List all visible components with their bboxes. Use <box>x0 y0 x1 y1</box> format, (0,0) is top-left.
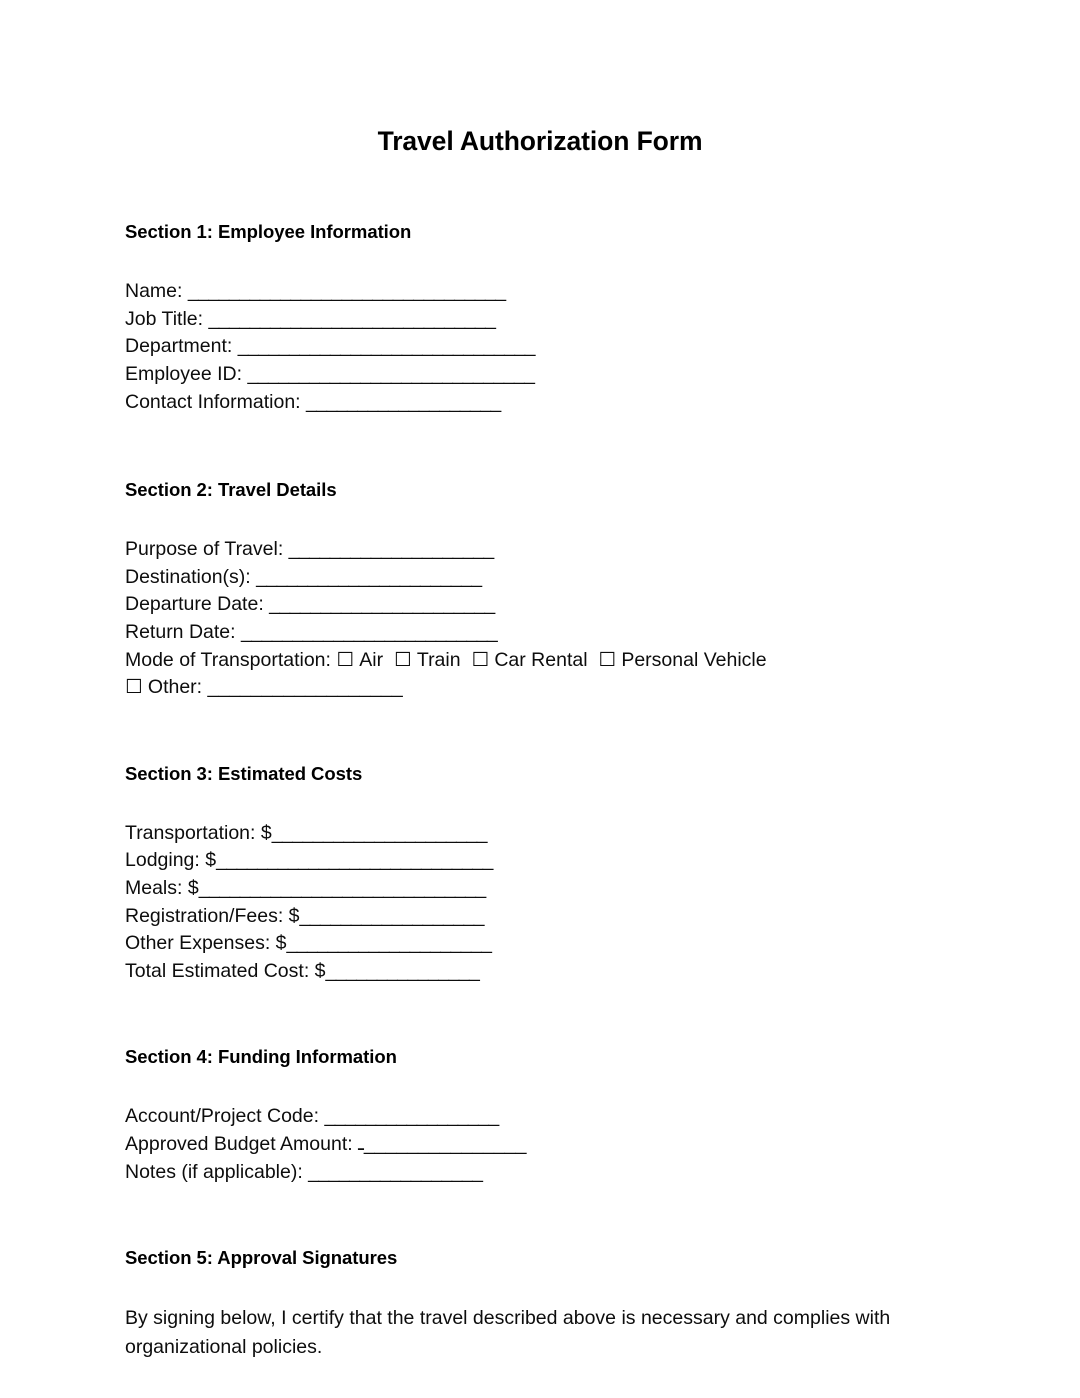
field-row-name <box>125 278 955 306</box>
field-label: Lodging: $ <box>125 849 217 872</box>
field-blank-line[interactable]: __________________ <box>207 676 403 699</box>
section-heading: Section 2: Travel Details <box>125 479 337 501</box>
section-estimated-costs <box>125 762 955 986</box>
field-label: Meals: $ <box>125 876 199 899</box>
field-label: Notes (if applicable): <box>125 1160 303 1183</box>
checkbox-icon-other[interactable]: ☐ <box>125 676 143 699</box>
field-blank-line[interactable]: ____________________ <box>288 538 494 561</box>
field-row-other-expenses-cost <box>125 930 955 958</box>
field-row-other-transportation <box>125 674 955 702</box>
field-label: Return Date: <box>125 620 236 643</box>
field-blank-line[interactable]: ____________________ <box>286 932 492 955</box>
section-heading: Section 1: Employee Information <box>125 221 412 243</box>
field-label: Transportation: $ <box>125 821 272 844</box>
field-row-job-title <box>125 306 955 334</box>
field-blank-line[interactable]: ____________________________ <box>247 362 535 385</box>
section-heading: Section 5: Approval Signatures <box>125 1247 398 1269</box>
field-label: Purpose of Travel: <box>125 538 284 561</box>
field-row-lodging-cost <box>125 847 955 875</box>
field-blank-line[interactable]: _________________ <box>308 1160 483 1183</box>
field-label: Destination(s): <box>125 565 251 588</box>
checkbox-label-other: Other: <box>147 676 203 699</box>
field-row-departure-date <box>125 591 955 619</box>
page-title: Travel Authorization Form <box>377 126 703 156</box>
field-label: Other Expenses: $ <box>125 932 287 955</box>
field-blank-line[interactable]: _______________ <box>325 959 480 982</box>
field-blank-line[interactable]: ـ_______________ <box>358 1133 527 1155</box>
field-label: Mode of Transportation: <box>125 648 331 671</box>
field-row-return-date <box>125 619 955 647</box>
field-row-notes <box>125 1159 955 1187</box>
field-label: Total Estimated Cost: $ <box>125 959 326 982</box>
section-heading: Section 4: Funding Information <box>125 1046 397 1068</box>
field-row-purpose-of-travel <box>125 536 955 564</box>
field-blank-line[interactable]: _________________________ <box>240 620 498 643</box>
field-label: Job Title: <box>125 307 204 330</box>
field-blank-line[interactable]: _____________________________ <box>237 335 535 358</box>
field-label: Account/Project Code: <box>125 1105 320 1128</box>
field-label: Departure Date: <box>125 593 264 616</box>
field-blank-line[interactable]: ______________________ <box>256 565 482 588</box>
field-list <box>125 1103 955 1186</box>
section-heading: Section 3: Estimated Costs <box>125 762 363 784</box>
checkbox-icon-personal-vehicle[interactable]: ☐ <box>598 648 616 671</box>
field-row-registration-fees-cost <box>125 903 955 931</box>
field-row-contact-information <box>125 389 955 417</box>
checkbox-label-train[interactable]: Train <box>416 648 461 671</box>
field-list <box>125 820 955 986</box>
checkbox-icon-train[interactable]: ☐ <box>393 648 412 671</box>
field-blank-line[interactable]: _____________________ <box>271 821 487 844</box>
field-blank-line[interactable]: ______________________ <box>269 593 495 616</box>
field-blank-line[interactable]: ___________________________ <box>216 849 493 872</box>
field-row-approved-budget-amount <box>125 1131 955 1159</box>
section-travel-details <box>125 478 955 702</box>
checkbox-label-personal-vehicle[interactable]: Personal Vehicle <box>621 648 767 671</box>
field-blank-line[interactable]: ____________________________ <box>198 876 486 899</box>
field-row-destinations <box>125 564 955 592</box>
section-employee-information <box>125 220 955 416</box>
field-list <box>125 536 955 702</box>
checkbox-label-car-rental[interactable]: Car Rental <box>494 648 588 671</box>
field-label: Employee ID: <box>125 362 243 385</box>
field-blank-line[interactable]: _______________________________ <box>187 280 506 303</box>
field-blank-line[interactable]: ____________________________ <box>208 307 496 330</box>
field-label: Name: <box>125 280 183 303</box>
field-blank-line[interactable]: ___________________ <box>306 390 501 413</box>
field-list <box>125 278 955 416</box>
field-row-department <box>125 333 955 361</box>
field-label: Registration/Fees: $ <box>125 904 300 927</box>
field-label: Approved Budget Amount: <box>125 1133 353 1155</box>
checkbox-icon-air[interactable]: ☐ <box>336 648 354 671</box>
field-row-transportation-cost <box>125 820 955 848</box>
certification-paragraph: By signing below, I certify that the travel described above is necessary and complies with organizational policies. <box>125 1307 891 1358</box>
field-row-employee-id <box>125 361 955 389</box>
field-row-mode-of-transportation <box>125 647 955 675</box>
field-row-total-estimated-cost <box>125 958 955 986</box>
field-label: Contact Information: <box>125 390 301 413</box>
section-approval-signatures <box>125 1246 955 1361</box>
checkbox-label-air[interactable]: Air <box>359 648 384 671</box>
field-blank-line[interactable]: __________________ <box>299 904 484 927</box>
field-row-meals-cost <box>125 875 955 903</box>
field-label: Department: <box>125 335 233 358</box>
field-row-account-project-code <box>125 1103 955 1131</box>
checkbox-icon-car-rental[interactable]: ☐ <box>471 648 489 671</box>
section-funding-information <box>125 1045 955 1186</box>
field-blank-line[interactable]: _________________ <box>324 1105 499 1128</box>
